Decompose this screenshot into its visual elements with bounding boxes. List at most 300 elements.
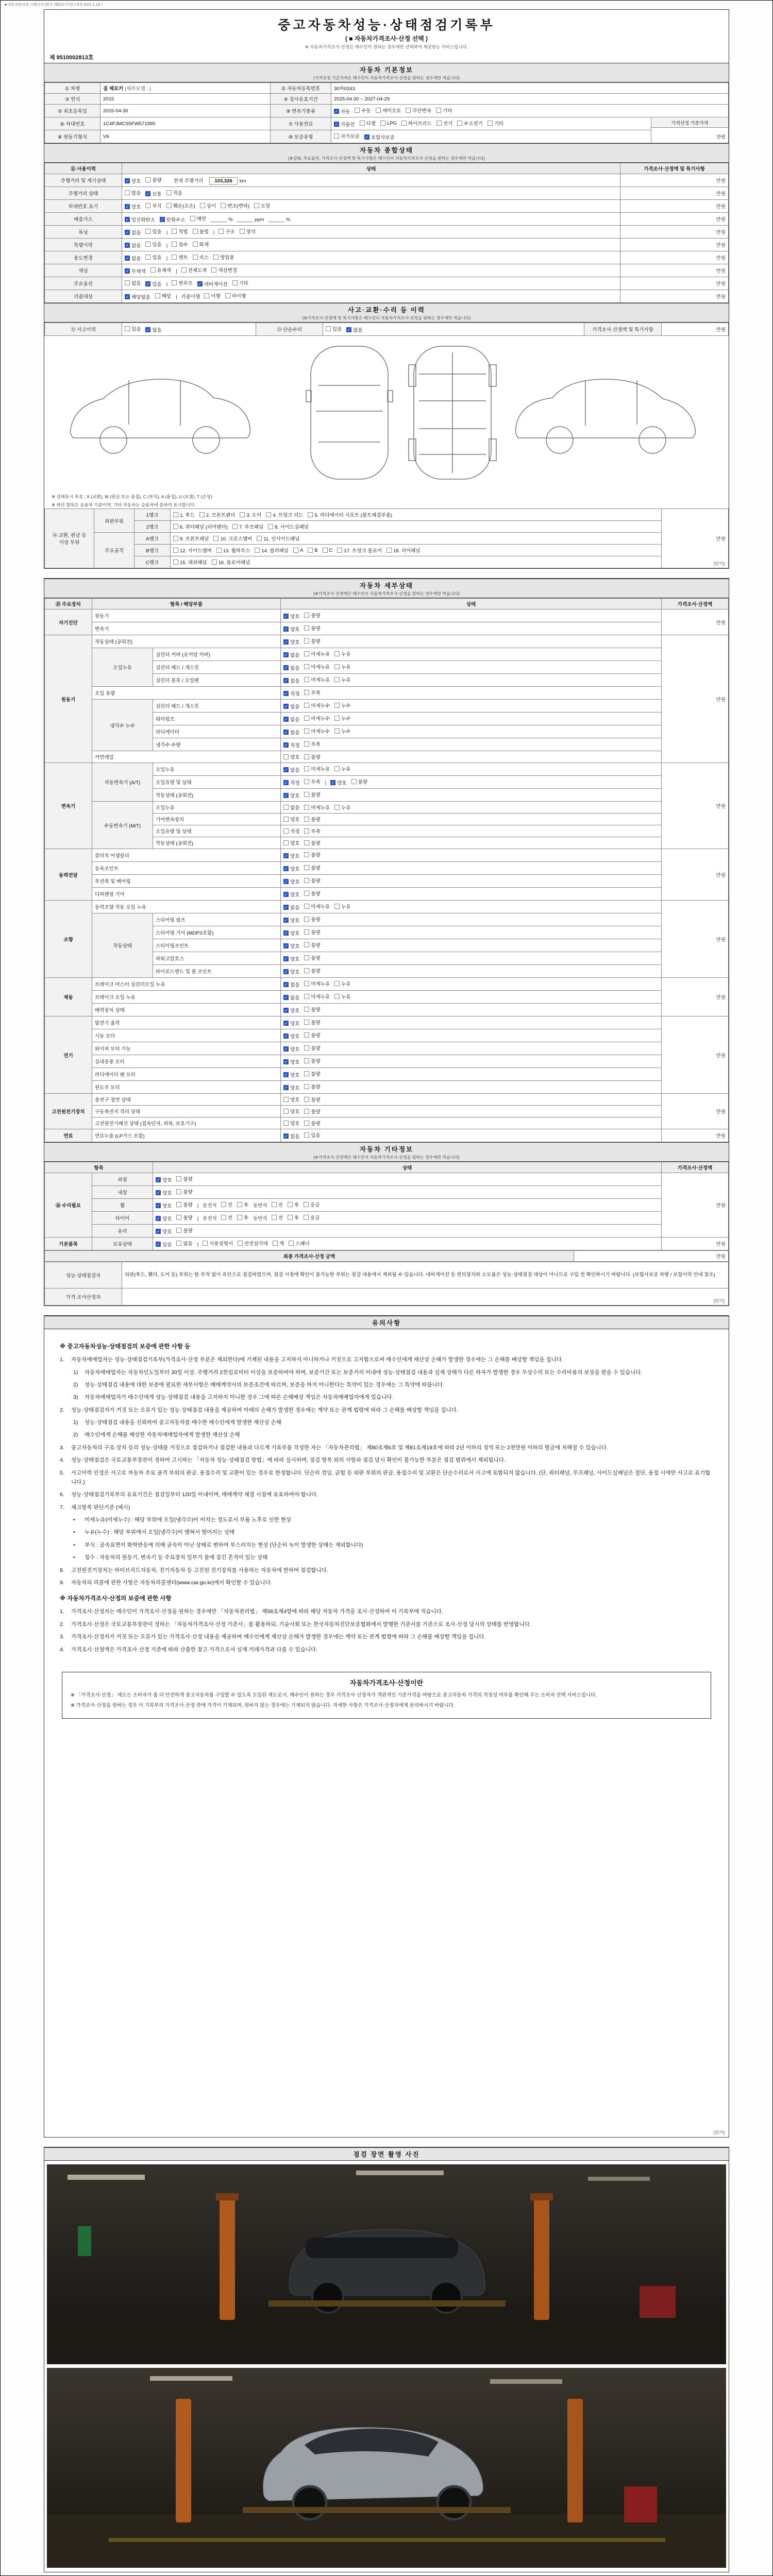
checkbox [304,967,320,974]
checkbox-icon [334,651,340,656]
checkbox [304,1214,320,1221]
item-label: 등속조인트 [92,862,281,875]
detail-row [45,913,729,926]
checkbox-checked-icon: ✓ [284,956,288,961]
state-text: | [176,294,177,300]
item-label: 라디에이터 팬 모터 [92,1068,281,1081]
opinion-author-label: 가격·조사산정자 [45,1289,122,1306]
checkbox-icon [334,994,340,999]
checkbox-label: 양호 [290,841,300,846]
checkbox-icon [181,267,187,273]
checkbox-icon [232,280,238,285]
row-label: 주요옵션 [45,277,122,290]
checkbox [221,1201,232,1208]
checkbox-label: 1. 후드 [180,513,195,518]
checkbox [166,202,195,209]
checkbox-checked-icon: ✓ [125,204,129,209]
detail-row [45,1117,729,1129]
state-cell [281,1042,662,1055]
checkbox [293,548,303,553]
checkbox-icon [283,1109,289,1114]
checkbox-label: 해당 [161,294,172,299]
item-label: 브레이크 마스터 실린더오일 누유 [92,978,281,991]
table-row [45,1251,729,1262]
checkbox-label: 세미오토 [382,108,401,114]
fuel-options [331,117,651,130]
price-cell: 만원 [620,213,729,226]
state-cell [281,1094,662,1106]
checkbox [308,548,317,553]
rank-label: B랭크 [135,545,171,556]
price-cell: 만원 [620,264,729,277]
notice-item-text: 매수인에게 손해를 배상한 자동차매매업자에게 발생한 재산상 손해 [85,1432,240,1438]
item-label: 타이어 [92,1212,153,1225]
field-label-engine: ⑧ 원동기형식 [45,130,100,143]
state-text: ______ % [210,217,233,223]
checkbox-icon [238,1241,243,1246]
item-label: 연료누출 (LP가스 포함) [92,1129,281,1142]
checkbox [304,727,330,735]
checkbox-icon [304,865,309,870]
checkbox-label: 불량 [311,1072,321,1077]
damage-row [45,521,729,533]
checkbox-checked [283,1071,299,1078]
checkbox-label: 양호 [290,627,300,633]
checkbox-icon [304,1097,309,1102]
state-cell [281,751,662,763]
checkbox-checked [283,1020,299,1027]
state-cell [281,648,662,661]
checkbox-label: 무단변속 [412,108,432,114]
checkbox-checked [283,741,299,749]
checkbox-icon [334,904,340,909]
checkbox-label: 자동 [341,109,350,115]
item-label: 작동상태 (공회전) [153,837,281,849]
overall-row [45,213,729,226]
notice-item-number: • [73,1554,75,1561]
part-label: 외판부위 [94,509,135,533]
card-main-info [44,9,729,569]
col-device: ⑮ 주요장치 [45,599,92,609]
checkbox-label: 미세누유 [311,994,330,1000]
device-label: 제동 [45,978,92,1016]
notice-item-text: 체크항목 판단기준 (예시) [71,1504,130,1511]
state-text: km [239,178,246,184]
checkbox-label: 불량 [311,956,321,961]
notice-item-number: 1. [60,1608,64,1615]
checkbox-checked [156,1176,172,1183]
checkbox-checked-icon: ✓ [125,268,129,274]
detail-row [45,635,729,648]
checkbox [150,266,172,274]
detail-row [45,901,729,913]
item-label: 오일유량 및 상태 [153,825,281,837]
checkbox-icon [304,942,309,947]
checkbox [172,228,188,235]
state-text: | [166,256,168,261]
final-price-label: 최종 가격조사·산정 금액 [45,1251,574,1262]
checkbox-checked [283,891,299,898]
state-cell [281,837,662,849]
price-cell: 만원 [662,1173,729,1238]
notice-item-text: 누유(누수) : 해당 부위에서 오일(냉각수)이 맺혀서 떨어지는 상태 [85,1529,234,1536]
opinion-text [122,1289,729,1306]
checkbox [172,253,188,261]
checkbox-label: 누유 [341,767,351,772]
checkbox [488,120,503,127]
detail-row [45,648,729,661]
checkbox [283,827,299,835]
checkbox-icon [200,203,205,208]
checkbox-icon [176,1189,181,1194]
checkbox-label: 양호 [290,1109,300,1115]
checkbox-icon [304,754,309,759]
state-cell [281,1117,662,1129]
checkbox-label: 화재 [199,242,209,248]
checkbox-label: 일산화탄소 [131,217,155,223]
checkbox [272,1201,283,1208]
checkbox [351,778,367,785]
checkbox-icon [457,121,462,126]
inspection-photo-1 [47,2164,726,2364]
state-cell [281,713,662,725]
section-photos [44,2147,729,2161]
state-cell [122,226,620,239]
checkbox-label: 양호 [290,1021,300,1027]
checkbox [176,1175,192,1182]
checkbox-label: 4. 트렁크 리드 [273,513,304,518]
checkbox [176,1227,192,1234]
checkbox [304,839,320,846]
state-text: | [325,780,327,786]
car-diagram [51,338,715,487]
checkbox [145,202,161,209]
checkbox-checked [283,651,299,658]
overall-row [45,200,729,213]
section-close-link[interactable]: [닫기] [713,561,725,566]
checkbox-checked [283,613,299,620]
detail-row [45,1129,729,1142]
checkbox [304,1019,320,1026]
price-cell: 만원 [620,226,729,239]
notice-item-number: 3) [73,1394,78,1401]
item-label: 추진축 및 베어링 [92,875,281,888]
row-label: 배출가스 [45,213,122,226]
checkbox-label: 없음 [290,730,300,736]
checkbox-icon [125,190,130,195]
checkbox-label: 불량 [358,779,367,785]
notice-item-number: 5. [60,1469,64,1476]
checkbox-checked-icon: ✓ [284,982,288,987]
other-row [45,1173,729,1186]
notice-item-number: 3. [60,1444,64,1451]
section-other-info [44,1142,729,1162]
checkbox-label: 없음 [131,281,141,286]
checkbox-icon [176,1228,181,1233]
opinion-author-label: 성능·상태점검자 [45,1262,122,1289]
checkbox-label: 불량 [311,1033,321,1039]
panel-items [171,509,662,521]
col-state: 상태 [122,163,620,174]
checkbox-label: 부족 [311,742,321,748]
checkbox-icon [304,677,309,682]
checkbox-label: 8. 사이드실패널 [275,524,309,530]
checkbox-checked [156,1228,172,1235]
col-price: 가격조사·산정액 [662,1162,729,1173]
notice-item-text: 가격조사·산정은 국토교통부장관이 정하는 「자동차가격조사·산정 기준서」를 활용하되, 기술사회 또는 한국자동차진단보증협회에서 발행한 기준서를 기준으로 조사·산정 당시의 상태를 반영합니다. [71,1621,531,1628]
checkbox-label: 미세누유 [311,981,330,987]
checkbox-checked [283,942,299,950]
col-price: 가격조사·산정액 [662,599,729,609]
price-header: 가격조사·산정액 및 특기사항 [584,323,662,336]
checkbox-icon [268,524,273,529]
checkbox-label: 불량 [183,1202,193,1208]
checkbox-icon [190,216,195,221]
checkbox [176,1240,192,1247]
state-cell [122,187,620,200]
checkbox-label: 부족 [311,779,321,785]
section-overall-state [44,143,729,163]
checkbox [355,107,371,114]
checkbox-icon [173,560,178,565]
checkbox-checked [283,1058,299,1065]
checkbox-checked [283,1084,299,1091]
overall-row [45,277,729,290]
checkbox-icon [193,255,198,260]
field-label-car-name: ① 차명 [45,83,100,94]
detail-row [45,875,729,888]
checkbox [304,650,330,657]
checkbox-icon [289,1241,294,1246]
checkbox-icon [326,326,331,331]
checkbox-icon [232,524,238,529]
checkbox-label: 불량 [311,1020,321,1026]
panel-items [171,556,662,568]
notice-item-text: 고전원전기장치는 하이브리드자동차, 전기자동차 등 고전원 전기장치를 사용하는 자동차에 한하여 점검합니다. [71,1567,328,1573]
checkbox-label: 없음 [290,982,300,988]
checkbox-icon [304,1084,309,1089]
checkbox [334,804,350,811]
checkbox-checked-icon: ✓ [146,327,150,332]
checkbox-label: 7. 루프패널 [239,524,264,530]
overall-row [45,174,729,187]
checkbox-icon [193,242,198,247]
checkbox-label: 미이행 [231,294,246,299]
checkbox-label: 양호 [290,957,300,962]
row-label: 튜닝 [45,226,122,239]
checkbox-icon [221,1202,226,1207]
checkbox [204,292,220,299]
checkbox-icon [304,1202,309,1207]
section-note: (※가격조사·산정액 및 특기사항은 매수인이 자동차가격조사·산정을 원하는 경우에만 적습니다) [302,316,471,320]
checkbox-icon [304,716,309,721]
price-cell: 만원 [662,978,729,1016]
checkbox-label: 없음 [131,230,141,236]
checkbox [213,535,252,542]
price-cell: 만원 [662,1094,729,1129]
section-note: (※가격조사·산정액은 매수인이 자동차가격조사·산정을 원하는 경우에만 적습니다) [313,591,460,596]
checkbox-checked-icon: ✓ [284,639,288,645]
checkbox-label: 미세누수 [311,716,330,722]
checkbox-label: 수소전기 [464,121,483,127]
col-use-history: ⑪ 사용이력 [45,163,122,174]
overall-row [45,239,729,251]
checkbox-icon [150,267,156,273]
section-close-link[interactable]: [닫기] [713,1298,725,1303]
checkbox-checked-icon: ✓ [125,217,129,222]
other-row [45,1225,729,1238]
checkbox [193,253,209,261]
warranty-options [331,130,651,143]
checkbox [304,980,330,987]
checkbox-label: 양호 [162,1216,172,1222]
checkbox-icon [283,805,289,810]
checkbox-label: 3. 도어 [246,513,262,518]
notice-item-number: 3. [60,1634,64,1640]
state-cell [281,965,662,978]
checkbox-checked-icon: ✓ [156,1229,160,1234]
checkbox-checked-icon: ✓ [156,1177,160,1182]
checkbox-label: 없음 [131,256,141,262]
item-label: 변속기 [92,622,281,635]
rank-label: 2랭크 [135,521,171,533]
state-cell [281,862,662,875]
checkbox-label: 불량 [311,1109,321,1115]
item-label: 커먼레일 [92,751,281,763]
state-cell [153,1199,662,1212]
checkbox-label: 양호 [290,1121,300,1127]
item-label: 와이퍼 모터 기능 [92,1042,281,1055]
checkbox-label: 10. 크로스멤버 [220,536,253,542]
state-cell [281,725,662,738]
field-label-first-reg: ⑤ 최초등록일 [45,105,100,117]
checkbox-checked-icon: ✓ [156,1216,160,1221]
checkbox-checked-icon: ✓ [156,1242,160,1247]
checkbox [232,279,248,286]
price-cell: 만원 [662,1238,729,1250]
checkbox-label: 불량 [183,1190,193,1195]
opinion-row [45,1262,729,1289]
checkbox-label: 불량 [311,969,321,974]
checkbox-icon [125,280,130,285]
checkbox-label: 15. 대쉬패널 [180,560,207,566]
checkbox-label: 양호 [290,1097,300,1103]
checkbox-icon [272,1202,277,1207]
checkbox [304,689,320,696]
checkbox [173,535,209,542]
notice-item [73,1430,713,1439]
checkbox [304,877,320,884]
checkbox-icon [283,817,289,822]
item-label: 디퍼렌셜 기어 [92,888,281,901]
checkbox-label: 양호 [131,179,141,184]
checkbox-checked-icon: ✓ [284,1008,288,1013]
checkbox-label: 잭 [279,1241,284,1247]
checkbox-label: 없음 [152,328,162,333]
notice-item-number: 1) [73,1419,78,1426]
checkbox-checked [334,108,350,115]
item-label: 클러치 어셈블리 [92,849,281,862]
checkbox [257,535,299,542]
checkbox-checked [283,779,299,786]
subgroup-label: 작동상태 [92,913,153,978]
state-cell [281,700,662,713]
doc-note: ※ 자동차가격조사·산정은 매수인이 원하는 경우에만 선택하여 제공받는 서비스입니다. [305,44,468,49]
other-row [45,1212,729,1225]
state-cell [153,1238,662,1250]
checkbox-label: A [299,547,304,553]
subgroup-label: 오일누유 [92,648,153,687]
state-cell [281,661,662,674]
checkbox-checked [125,293,150,300]
checkbox-label: 있음 [311,1133,321,1139]
checkbox-label: 없음 [183,1241,193,1247]
table-header-row [45,1162,729,1173]
notice-item-text: 가격조사·산정자는 매수인이 가격조사·산정을 원하는 경우에만 「자동차관리법」 제58조제4항에 따라 해당 자동차 가격을 조사·산정하여 이 기록부에 적습니다. [71,1608,443,1615]
checkbox-icon [304,792,309,797]
other-info-table [44,1162,729,1250]
checkbox [145,176,161,183]
state-cell [281,1016,662,1029]
state-cell [281,849,662,862]
state-cell [281,1081,662,1094]
checkbox-label: 없음 [290,653,300,658]
state-cell [281,802,662,814]
checkbox-checked [283,1045,299,1053]
checkbox-icon [304,664,309,669]
checkbox-icon [304,638,309,643]
checkbox-checked-icon: ✓ [125,230,129,235]
checkbox [304,851,320,858]
transmission-options [331,105,729,117]
checkbox-icon [283,1097,289,1102]
checkbox [304,890,320,897]
checkbox [125,279,141,286]
checkbox-checked-icon: ✓ [284,793,288,798]
checkbox-checked-icon: ✓ [156,1190,160,1195]
checkbox-label: 불량 [311,930,321,936]
price-cell: 만원 [662,1129,729,1142]
notice-item-text: 부식 : 금속표면이 화학반응에 의해 금속이 아닌 상태로 변하여 부스러지는 현상 (단순히 녹이 발생한 상태는 제외합니다) [85,1541,363,1548]
checkbox [304,1070,320,1077]
item-label: 구동축전지 격리 상태 [92,1106,281,1117]
state-cell [281,622,662,635]
rank-label: A랭크 [135,533,171,545]
section-close-link[interactable]: [닫기] [713,2130,725,2135]
notice-item-number: 2) [73,1432,78,1438]
row-label: 특별이력 [45,239,122,251]
checkbox-icon [304,817,309,822]
checkbox-icon [304,904,309,909]
state-cell [153,1212,662,1225]
checkbox-checked [283,766,299,773]
checkbox [304,954,320,961]
notice-item-text: 성능·상태점검 내용에 대한 보증에 필요한 세부사항은 매매계약서의 보증조건에 따르며, 보증을 하지 아니한다는 특약이 있는 경우에는 그 특약에 따릅니다. [85,1381,444,1388]
detail-row [45,1106,729,1117]
subgroup-label: 자동변속기 (A/T) [92,763,153,802]
checkbox-label: 9. 프론트패널 [180,536,209,542]
checkbox [172,279,193,286]
checkbox-label: 썬루프 [178,281,193,286]
checkbox-checked-icon: ✓ [284,995,288,1000]
checkbox-label: 양호 [290,970,300,975]
checkbox [304,827,320,835]
checkbox-checked-icon: ✓ [284,879,288,884]
detail-row [45,888,729,901]
detail-row [45,1004,729,1016]
notice-item [73,1540,713,1550]
checkbox-icon [172,229,177,234]
